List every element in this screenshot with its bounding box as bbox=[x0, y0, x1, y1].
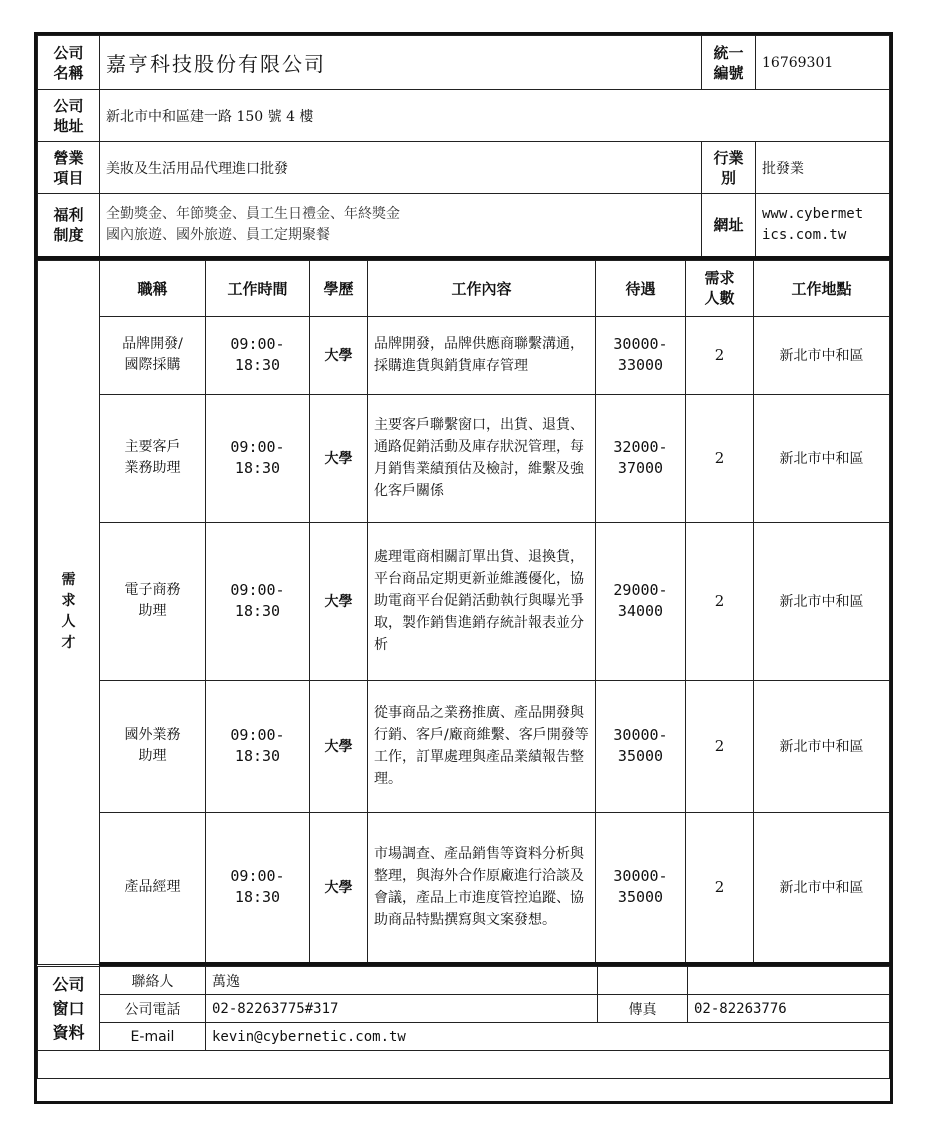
company-id: 16769301 bbox=[756, 36, 890, 90]
header-headcount: 需求 人數 bbox=[686, 260, 754, 316]
email-label: E-mail bbox=[100, 1023, 206, 1051]
job-education: 大學 bbox=[310, 394, 368, 522]
company-name: 嘉亨科技股份有限公司 bbox=[100, 36, 702, 90]
company-address: 新北市中和區建一路 150 號 4 樓 bbox=[100, 90, 890, 142]
contact-person: 萬逸 bbox=[206, 967, 598, 995]
job-title: 電子商務 助理 bbox=[100, 522, 206, 680]
job-content: 主要客戶聯繫窗口，出貨、退貨、通路促銷活動及庫存狀況管理，每月銷售業績預估及檢討，維繫及強化客戶關係 bbox=[368, 394, 596, 522]
job-content: 處理電商相關訂單出貨、退換貨，平台商品定期更新並維護優化，協助電商平台促銷活動執行與曝光爭取，製作銷售進銷存統計報表並分析 bbox=[368, 522, 596, 680]
job-headcount: 2 bbox=[686, 316, 754, 394]
job-title: 主要客戶 業務助理 bbox=[100, 394, 206, 522]
job-row bbox=[38, 812, 890, 964]
job-row bbox=[38, 316, 890, 394]
job-salary: 30000- 33000 bbox=[596, 316, 686, 394]
job-hours: 09:00- 18:30 bbox=[206, 522, 310, 680]
job-headcount: 2 bbox=[686, 812, 754, 964]
job-salary: 29000- 34000 bbox=[596, 522, 686, 680]
fax-label: 傳真 bbox=[598, 995, 688, 1023]
business-label: 營業 項目 bbox=[38, 142, 100, 194]
job-location: 新北市中和區 bbox=[754, 522, 890, 680]
job-title: 國外業務 助理 bbox=[100, 680, 206, 812]
contact-table bbox=[37, 966, 890, 1079]
phone-number[interactable]: 02-82263775#317 bbox=[206, 995, 598, 1023]
header-salary: 待遇 bbox=[596, 260, 686, 316]
recruitment-form bbox=[34, 32, 893, 1104]
job-headcount: 2 bbox=[686, 522, 754, 680]
job-content: 從事商品之業務推廣、產品開發與行銷、客戶/廠商維繫、客戶開發等工作，訂單處理與產品業績報告整理。 bbox=[368, 680, 596, 812]
industry: 批發業 bbox=[756, 142, 890, 194]
contact-section-label: 公司 窗口 資料 bbox=[38, 967, 100, 1051]
job-content: 市場調查、產品銷售等資料分析與整理，與海外合作原廠進行洽談及會議，產品上市進度管控追蹤、協助商品特點撰寫與文案發想。 bbox=[368, 812, 596, 964]
blank-row bbox=[38, 1051, 890, 1079]
website-label: 網址 bbox=[702, 194, 756, 258]
fax-number: 02-82263776 bbox=[688, 995, 890, 1023]
industry-label: 行業 別 bbox=[702, 142, 756, 194]
phone-label: 公司電話 bbox=[100, 995, 206, 1023]
job-salary: 30000- 35000 bbox=[596, 812, 686, 964]
contact-person-label: 聯絡人 bbox=[100, 967, 206, 995]
job-salary: 30000- 35000 bbox=[596, 680, 686, 812]
job-row bbox=[38, 394, 890, 522]
header-content: 工作內容 bbox=[368, 260, 596, 316]
job-headcount: 2 bbox=[686, 680, 754, 812]
company-info-table bbox=[37, 35, 890, 260]
job-row bbox=[38, 680, 890, 812]
job-content: 品牌開發，品牌供應商聯繫溝通，採購進貨與銷貨庫存管理 bbox=[368, 316, 596, 394]
job-education: 大學 bbox=[310, 522, 368, 680]
job-education: 大學 bbox=[310, 812, 368, 964]
company-id-label: 統一 編號 bbox=[702, 36, 756, 90]
welfare-label: 福利 制度 bbox=[38, 194, 100, 258]
job-hours: 09:00- 18:30 bbox=[206, 680, 310, 812]
jobs-table bbox=[37, 260, 890, 967]
contact-empty-cell bbox=[688, 967, 890, 995]
email-link[interactable]: kevin@cybernetic.com.tw bbox=[206, 1023, 890, 1051]
job-education: 大學 bbox=[310, 316, 368, 394]
header-location: 工作地點 bbox=[754, 260, 890, 316]
business-items: 美妝及生活用品代理進口批發 bbox=[100, 142, 702, 194]
company-name-label: 公司 名稱 bbox=[38, 36, 100, 90]
job-hours: 09:00- 18:30 bbox=[206, 394, 310, 522]
header-title: 職稱 bbox=[100, 260, 206, 316]
company-address-label: 公司 地址 bbox=[38, 90, 100, 142]
job-location: 新北市中和區 bbox=[754, 812, 890, 964]
job-location: 新北市中和區 bbox=[754, 394, 890, 522]
welfare: 全勤獎金、年節獎金、員工生日禮金、年終獎金 國內旅遊、國外旅遊、員工定期聚餐 bbox=[100, 194, 702, 258]
contact-empty-cell bbox=[598, 967, 688, 995]
header-hours: 工作時間 bbox=[206, 260, 310, 316]
jobs-section-label: 需 求 人 才 bbox=[38, 260, 100, 964]
website-link[interactable]: www.cybermet ics.com.tw bbox=[756, 194, 890, 258]
job-location: 新北市中和區 bbox=[754, 680, 890, 812]
job-location: 新北市中和區 bbox=[754, 316, 890, 394]
header-education: 學歷 bbox=[310, 260, 368, 316]
job-education: 大學 bbox=[310, 680, 368, 812]
job-row bbox=[38, 522, 890, 680]
job-title: 產品經理 bbox=[100, 812, 206, 964]
job-title: 品牌開發/ 國際採購 bbox=[100, 316, 206, 394]
job-headcount: 2 bbox=[686, 394, 754, 522]
job-salary: 32000- 37000 bbox=[596, 394, 686, 522]
job-hours: 09:00- 18:30 bbox=[206, 812, 310, 964]
job-hours: 09:00- 18:30 bbox=[206, 316, 310, 394]
